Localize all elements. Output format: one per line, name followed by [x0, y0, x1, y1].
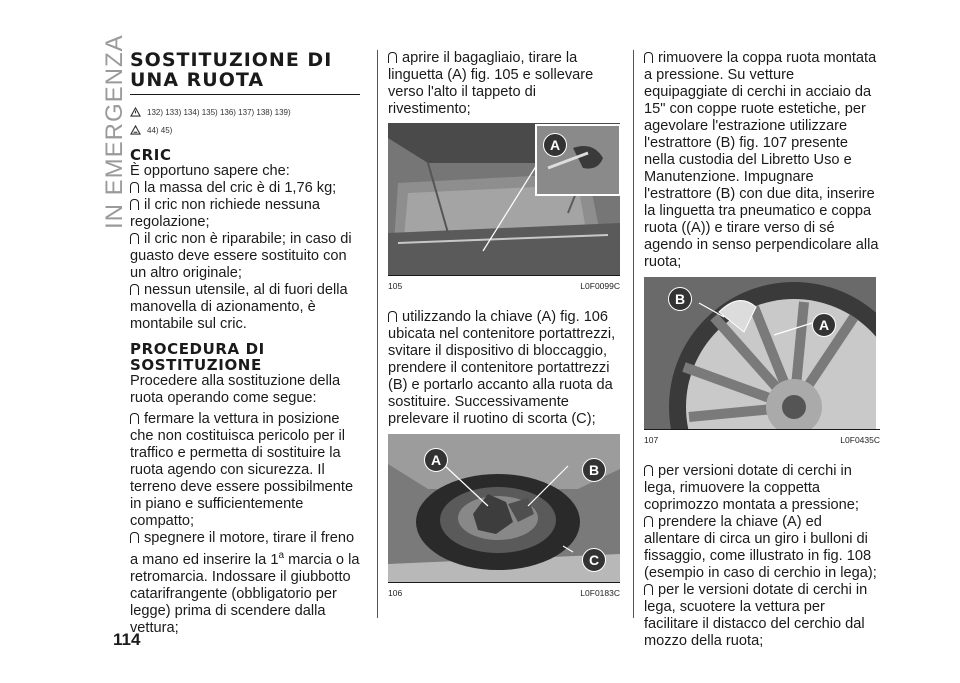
callout-a: A [543, 133, 567, 157]
list-item: per le versioni dotate di cerchi in lega, scuotere la vettura per facilitare il distacco del cerchio dal mozzo della ruota; [644, 582, 868, 649]
procedure-heading: PROCEDURA DI SOSTITUZIONE [130, 340, 265, 374]
bullet-icon [130, 199, 139, 210]
list-item: aprire il bagagliaio, tirare la linguetta (A) fig. 105 e sollevare verso l'alto il tappeto di rivestimento; [388, 50, 594, 117]
list-item: fermare la vettura in posizione che non costituisca pericolo per il traffico e permetta di sostituire la ruota agendo con sicurezza. Il terreno deve essere possibilmente in piano e sufficientemente compatto; [130, 411, 354, 529]
figure-106 [388, 434, 620, 583]
figure-caption: 107 L0F0435C [644, 435, 880, 445]
section-title: SOSTITUZIONE DI UNA RUOTA [130, 50, 360, 95]
figure-107 [644, 277, 880, 430]
procedure-intro: Procedere alla sostituzione della ruota operando come segue: [130, 373, 341, 406]
list-item: spegnere il motore, tirare il freno a mano ed inserire la 1$^a$ marcia o la retromarcia. Indossare il giubbotto catarifrangente (obbligatorio per legge) prima di scendere dalla vettura; [130, 530, 360, 636]
callout-a: A [812, 313, 836, 337]
list-item: rimuovere la coppa ruota montata a pressione. Su vetture equipaggiate di cerchi in acciaio da 15" con coppe ruote estetiche, per agevolare l'estrazione utilizzare l'estrattore (B) fig. 107 presente nella custodia del Libretto Uso e Manutenzione. Impugnare l'estrattore (B) con due dita, inserire la linguetta tra pneumatico e coppa ruota ((A)) e tirare verso di sé agendo in senso perpendicolare alla ruota; [644, 50, 879, 270]
trunk-illustration [388, 123, 620, 275]
bullet-icon [644, 584, 653, 595]
list-item: nessun utensile, al di fuori della manovella di azionamento, è montabile sul cric. [130, 282, 348, 332]
bullet-icon [388, 311, 397, 322]
list-item: il cric non è riparabile; in caso di guasto deve essere sostituito con un altro originale; [130, 231, 352, 281]
page-number: 114 [113, 630, 141, 649]
warning-icon [130, 107, 141, 117]
bullet-icon [130, 233, 139, 244]
warning-refs-row-1: 132) 133) 134) 135) 136) 137) 138) 139) [130, 103, 360, 121]
column-1 [130, 50, 360, 637]
callout-b: B [582, 458, 606, 482]
bullet-icon [130, 182, 139, 193]
column-3 [644, 50, 880, 650]
callout-b: B [668, 287, 692, 311]
bullet-icon [130, 413, 139, 424]
cric-heading: CRIC [130, 146, 172, 164]
column-divider-2 [633, 50, 634, 618]
warning-refs-row-2: 44) 45) [130, 121, 360, 139]
bullet-icon [644, 516, 653, 527]
bullet-icon [130, 532, 139, 543]
list-item: il cric non richiede nessuna regolazione; [130, 197, 321, 230]
callout-c: C [582, 548, 606, 572]
bullet-icon [644, 52, 653, 63]
column-2 [388, 50, 620, 602]
warning-book-icon [130, 125, 141, 135]
bullet-icon [644, 465, 653, 476]
column-divider-1 [377, 50, 378, 618]
list-item: per versioni dotate di cerchi in lega, rimuovere la coppetta coprimozzo montata a pressione; [644, 463, 859, 513]
list-item: utilizzando la chiave (A) fig. 106 ubicata nel contenitore portattrezzi, svitare il dispositivo di bloccaggio, prendere il contenitore portattrezzi (B) e portarlo accanto alla ruota da sostituire. Successivamente prelevare il ruotino di scorta (C); [388, 309, 616, 427]
section-side-tab: IN EMERGENZA [101, 34, 128, 229]
figure-caption: 105 L0F0099C [388, 281, 620, 291]
bullet-icon [388, 52, 397, 63]
figure-caption: 106 L0F0183C [388, 588, 620, 598]
list-item: la massa del cric è di 1,76 kg; [130, 180, 360, 197]
callout-a: A [424, 448, 448, 472]
bullet-icon [130, 284, 139, 295]
cric-intro: È opportuno sapere che: [130, 163, 290, 179]
list-item: prendere la chiave (A) ed allentare di circa un giro i bulloni di fissaggio, come illustrato in fig. 108 (esempio in caso di cerchio in lega); [644, 514, 877, 581]
figure-105 [388, 123, 620, 276]
